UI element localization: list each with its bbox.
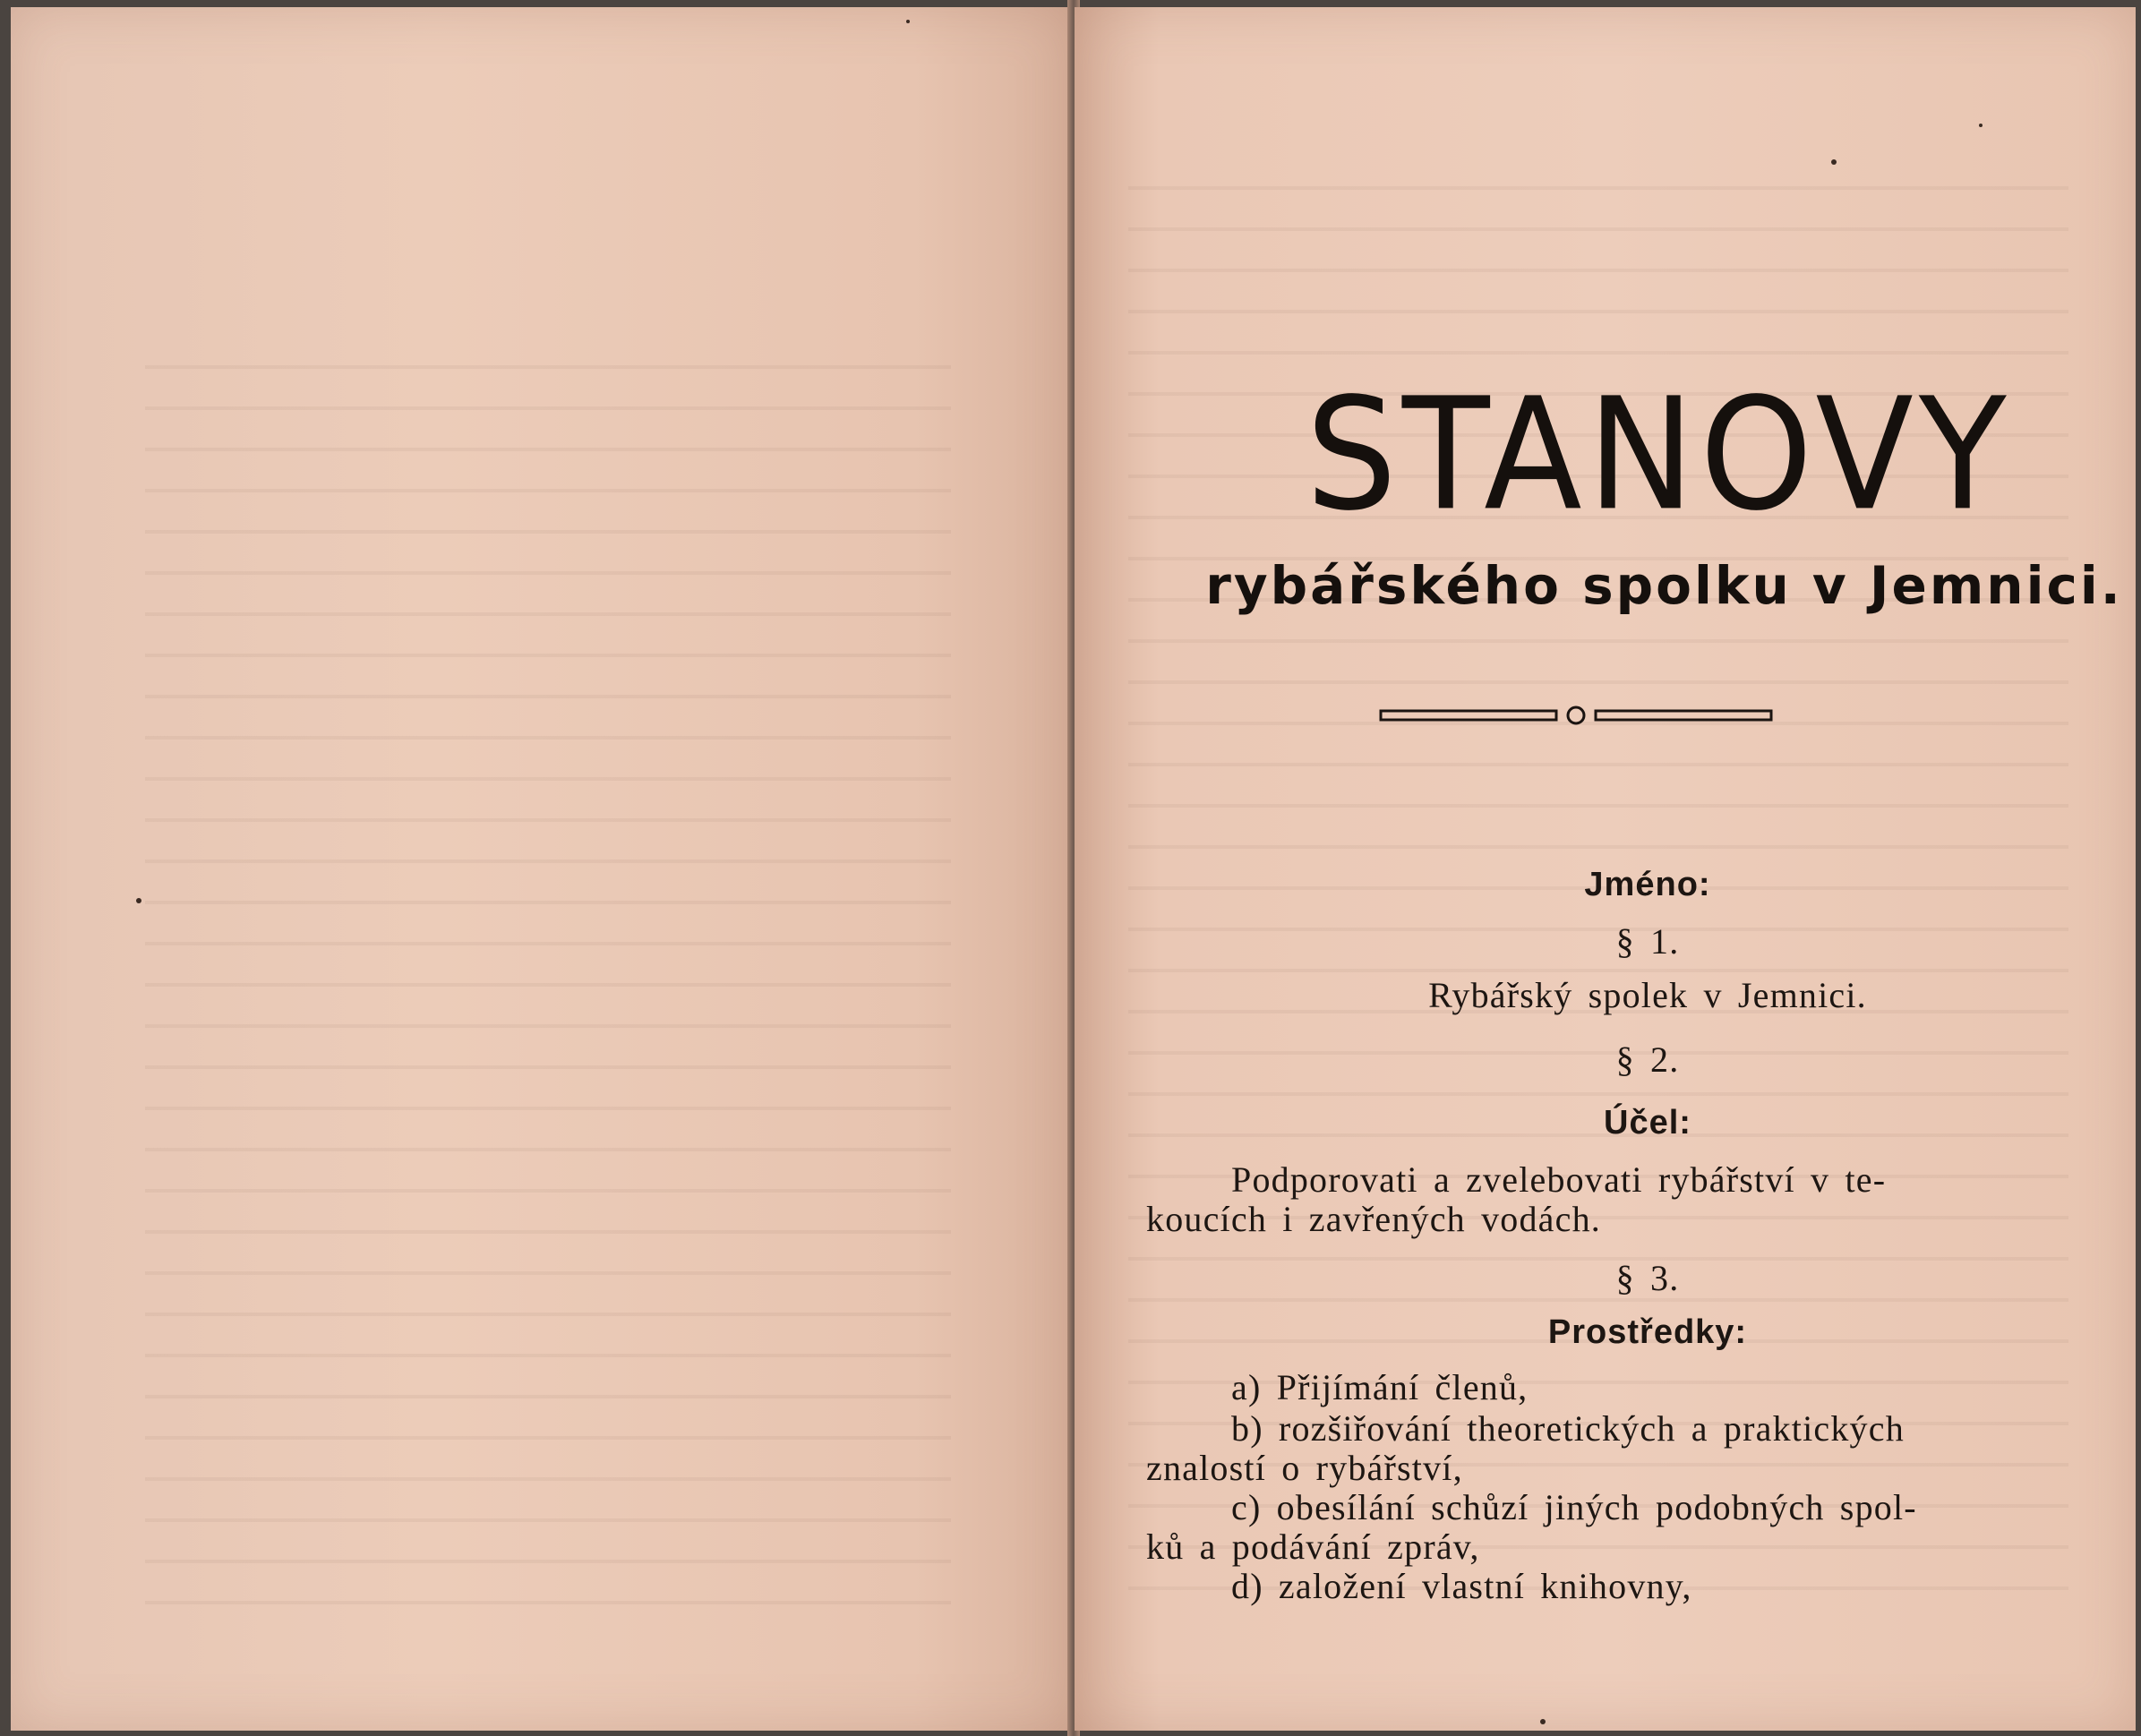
- means-item-c-line-2: ků a podávání zpráv,: [1146, 1526, 1480, 1567]
- means-item-c-line-1: c) obesílání schůzí jiných podobných spol-: [1231, 1487, 1917, 1527]
- means-item-a: a) Přijímání členů,: [1231, 1367, 1529, 1407]
- right-page: [1075, 7, 2136, 1731]
- means-item-b-line-1: b) rozšiřování theoretických a praktických: [1231, 1408, 1905, 1449]
- paragraph-1-text: Rybářský spolek v Jemnici.: [1428, 975, 1867, 1015]
- document-content: [1075, 7, 2136, 1731]
- left-page: [11, 7, 1073, 1731]
- means-item-d: d) založení vlastní knihovny,: [1231, 1566, 1692, 1606]
- purpose-line-2: koucích i zavřených vodách.: [1146, 1199, 1601, 1239]
- heading-means: Prostředky:: [1547, 1313, 1748, 1351]
- paragraph-1: § 1.: [1615, 921, 1680, 962]
- paper-speck: [906, 20, 910, 23]
- heading-name: Jméno:: [1584, 866, 1711, 903]
- ornament-divider-icon: [1379, 704, 1773, 725]
- bleed-through-text: [145, 365, 951, 1619]
- document-title: STANOVY: [1306, 363, 2012, 545]
- purpose-line-1: Podporovati a zvelebovati rybářství v te-: [1231, 1159, 1887, 1200]
- means-item-b-line-2: znalostí o rybářství,: [1146, 1448, 1463, 1488]
- document-subtitle: rybářského spolku v Jemnici.: [1205, 555, 2123, 616]
- paragraph-3: § 3.: [1615, 1258, 1680, 1298]
- heading-purpose: Účel:: [1604, 1104, 1691, 1142]
- paragraph-2: § 2.: [1615, 1039, 1680, 1080]
- paper-speck: [136, 898, 141, 903]
